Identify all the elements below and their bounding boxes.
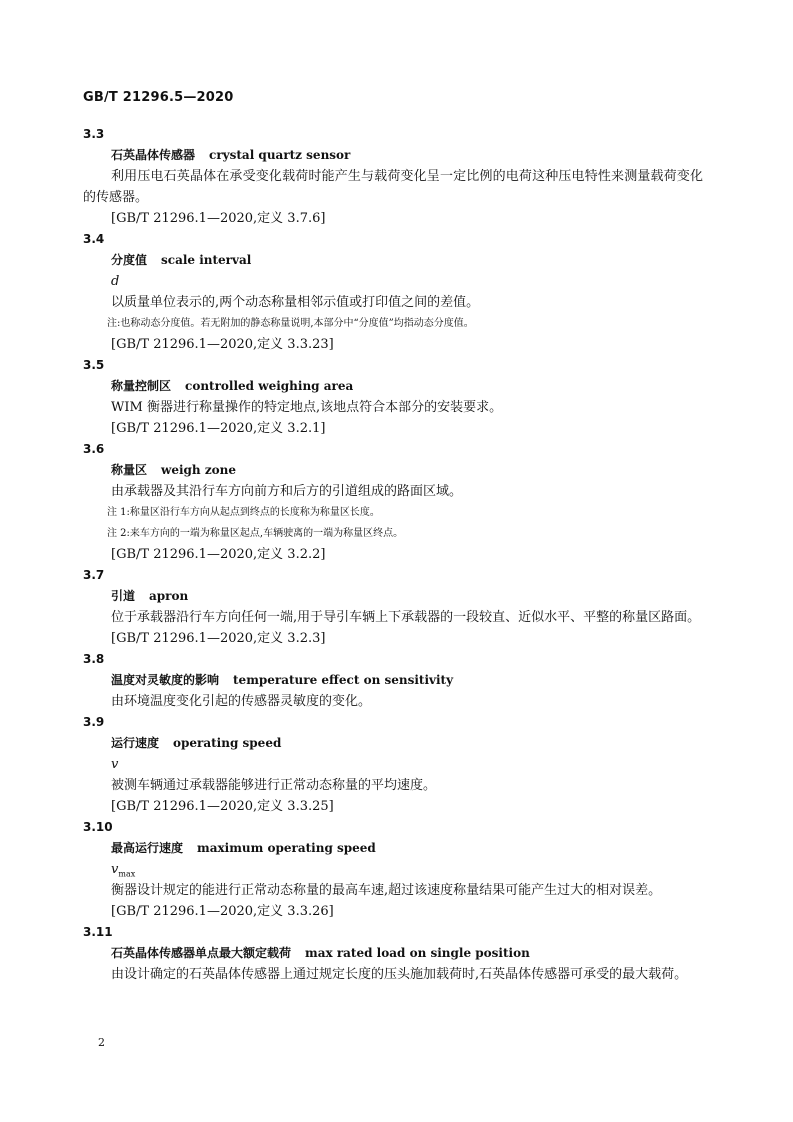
term-heading	[83, 250, 703, 271]
term-definition: 由设计确定的石英晶体传感器上通过规定长度的压头施加载荷时,石英晶体传感器可承受的最大载荷。	[111, 967, 688, 982]
term-heading	[83, 943, 703, 964]
term-en: temperature effect on sensitivity	[233, 673, 454, 687]
term-source: [GB/T 21296.1—2020,定义 3.2.3]	[111, 631, 326, 646]
term-note: 注:也称动态分度值。若无附加的静态称量说明,本部分中“分度值”均指动态分度值。	[107, 318, 474, 329]
term-source: [GB/T 21296.1—2020,定义 3.2.1]	[111, 421, 326, 436]
term-cn: 分度值	[111, 253, 148, 267]
term-definition: 利用压电石英晶体在承受变化载荷时能产生与载荷变化呈一定比例的电荷这种压电特性来测量载荷变化的传感器。	[83, 169, 703, 205]
term-definition: 位于承载器沿行车方向任何一端,用于导引车辆上下承载器的一段较直、近似水平、平整的称量区路面。	[111, 610, 701, 625]
term-definition: 由承载器及其沿行车方向前方和后方的引道组成的路面区域。	[111, 484, 463, 499]
term-en: max rated load on single position	[305, 946, 530, 960]
term-en: controlled weighing area	[185, 379, 354, 393]
term-source: [GB/T 21296.1—2020,定义 3.3.26]	[111, 904, 334, 919]
term-heading	[83, 733, 703, 754]
term-en: crystal quartz sensor	[209, 148, 351, 162]
term-en: scale interval	[161, 253, 252, 267]
term-note-1: 注 1:称量区沿行车方向从起点到终点的长度称为称量区长度。	[107, 507, 380, 518]
term-cn: 最高运行速度	[111, 841, 184, 855]
term-note-2: 注 2:来车方向的一端为称量区起点,车辆驶离的一端为称量区终点。	[107, 528, 404, 539]
term-heading	[83, 670, 703, 691]
term-cn: 石英晶体传感器单点最大额定载荷	[111, 946, 292, 960]
term-heading	[83, 838, 703, 859]
term-source: [GB/T 21296.1—2020,定义 3.7.6]	[111, 211, 326, 226]
term-heading	[83, 145, 703, 166]
clause-number: 3.8	[83, 652, 105, 666]
term-en: operating speed	[173, 736, 282, 750]
symbol-subscript: max	[118, 869, 136, 879]
document-body	[83, 124, 703, 985]
term-heading	[83, 376, 703, 397]
term-source: [GB/T 21296.1—2020,定义 3.3.23]	[111, 337, 334, 352]
term-cn: 运行速度	[111, 736, 160, 750]
term-symbol: v	[111, 757, 119, 772]
term-definition: 以质量单位表示的,两个动态称量相邻示值或打印值之间的差值。	[111, 295, 480, 310]
term-cn: 称量区	[111, 463, 148, 477]
clause-number: 3.10	[83, 820, 113, 834]
term-en: apron	[149, 589, 189, 603]
term-cn: 引道	[111, 589, 136, 603]
page-number: 2	[98, 1036, 105, 1049]
clause-number: 3.6	[83, 442, 105, 456]
clause-number: 3.4	[83, 232, 105, 246]
term-en: maximum operating speed	[197, 841, 376, 855]
term-symbol	[83, 859, 703, 880]
term-cn: 石英晶体传感器	[111, 148, 196, 162]
term-source: [GB/T 21296.1—2020,定义 3.2.2]	[111, 547, 326, 562]
term-source: [GB/T 21296.1—2020,定义 3.3.25]	[111, 799, 334, 814]
term-heading	[83, 586, 703, 607]
term-en: weigh zone	[161, 463, 237, 477]
term-cn: 称量控制区	[111, 379, 172, 393]
clause-number: 3.9	[83, 715, 105, 729]
symbol-main: v	[111, 862, 119, 877]
term-symbol: d	[111, 274, 120, 289]
clause-number: 3.11	[83, 925, 113, 939]
clause-number: 3.3	[83, 127, 105, 141]
term-definition: WIM 衡器进行称量操作的特定地点,该地点符合本部分的安装要求。	[111, 400, 503, 415]
clause-number: 3.7	[83, 568, 105, 582]
term-cn: 温度对灵敏度的影响	[111, 673, 220, 687]
term-definition: 衡器设计规定的能进行正常动态称量的最高车速,超过该速度称量结果可能产生过大的相对误差。	[111, 883, 662, 898]
term-definition: 由环境温度变化引起的传感器灵敏度的变化。	[111, 694, 372, 709]
term-heading	[83, 460, 703, 481]
clause-number: 3.5	[83, 358, 105, 372]
term-definition: 被测车辆通过承载器能够进行正常动态称量的平均速度。	[111, 778, 437, 793]
standard-code: GB/T 21296.5—2020	[83, 90, 234, 105]
